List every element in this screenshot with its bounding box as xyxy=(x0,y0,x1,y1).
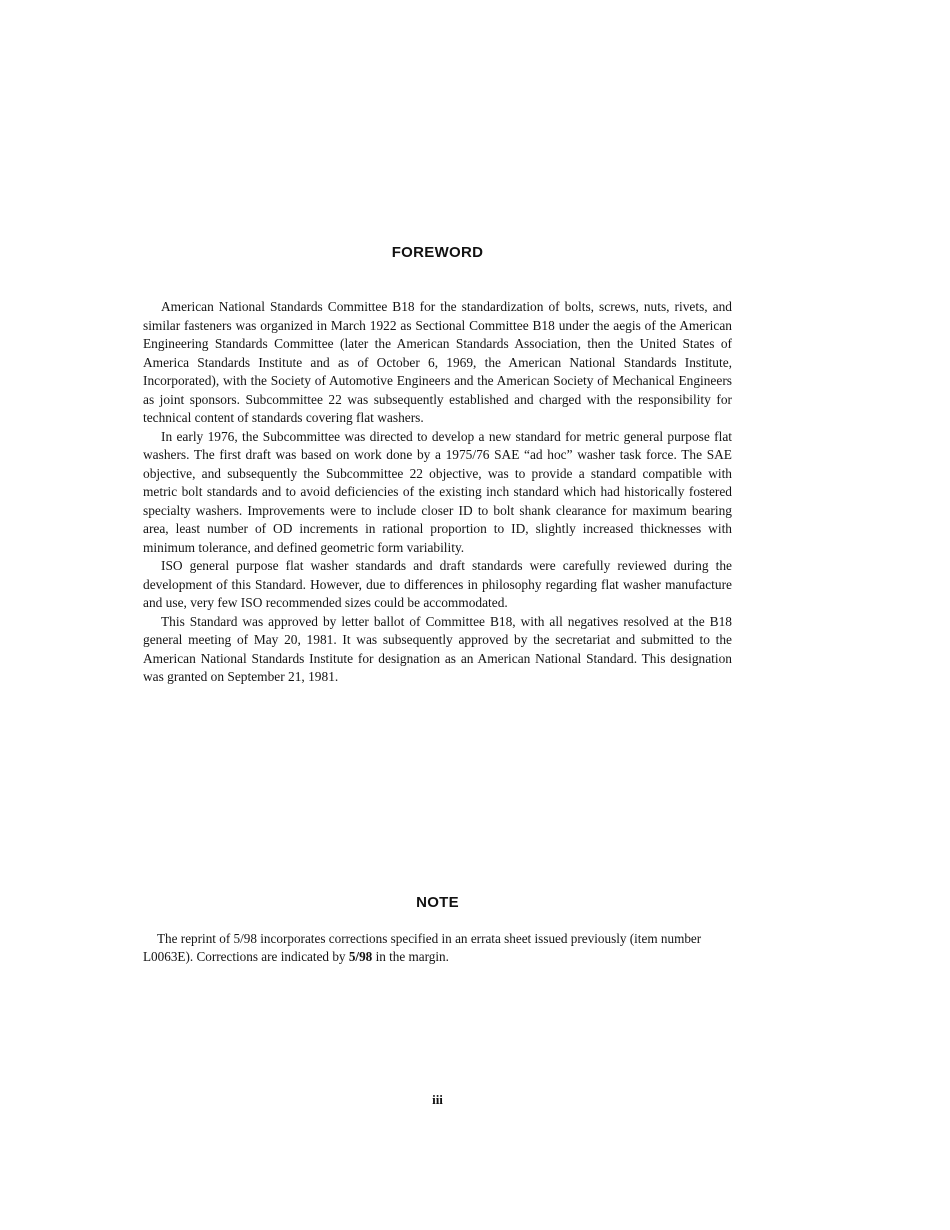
correction-marker: 5/98 xyxy=(348,948,373,964)
page-number: iii xyxy=(432,1092,443,1107)
foreword-body xyxy=(143,298,732,687)
note-text-after: in the margin. xyxy=(372,948,449,964)
foreword-paragraph-2: In early 1976, the Subcommittee was directed to develop a new standard for metric general purpose flat washers. The first draft was based on work done by a 1975/76 SAE “ad hoc” washer task force. The SAE objective, and subsequently the Subcommittee 22 objective, was to provide a standard compatible with metric bolt standards and to avoid deficiencies of the existing inch standard which had historically fostered specialty washers. Improvements were to include closer ID to bolt shank clearance for maximum bearing area, least number of OD increments in rational proportion to ID, slightly increased thicknesses with minimum tolerance, and defined geometric form variability. xyxy=(143,428,732,555)
foreword-paragraph-4: This Standard was approved by letter ballot of Committee B18, with all negatives resolved at the B18 general meeting of May 20, 1981. It was subsequently approved by the secretariat and submitted to the American National Standards Institute for designation as an American National Standard. This designation was granted on September 21, 1981. xyxy=(143,613,732,684)
note-paragraph xyxy=(143,930,743,965)
note-body xyxy=(143,930,743,965)
foreword-paragraph-3: ISO general purpose flat washer standards and draft standards were carefully reviewed during the development of this Standard. However, due to differences in philosophy regarding flat washer manufacture and use, very few ISO recommended sizes could be accommodated. xyxy=(143,558,732,610)
foreword-paragraph-1: American National Standards Committee B18 for the standardization of bolts, screws, nuts, rivets, and similar fasteners was organized in March 1922 as Sectional Committee B18 under the aegis of the American Engineering Standards Committee (later the American Standards Association, then the United States of America Standards Institute and as of October 6, 1969, the American National Standards Institute, Incorporated), with the Society of Automotive Engineers and the American Society of Mechanical Engineers as joint sponsors. Subcommittee 22 was subsequently established and charged with the responsibility for technical content of standards covering flat washers. xyxy=(143,299,732,425)
note-heading: NOTE xyxy=(416,894,459,911)
foreword-heading: FOREWORD xyxy=(391,244,484,261)
note-text-before: The reprint of 5/98 incorporates corrections specified in an errata sheet issued previously (item number L0063E). Corrections are indicated by xyxy=(143,931,702,964)
